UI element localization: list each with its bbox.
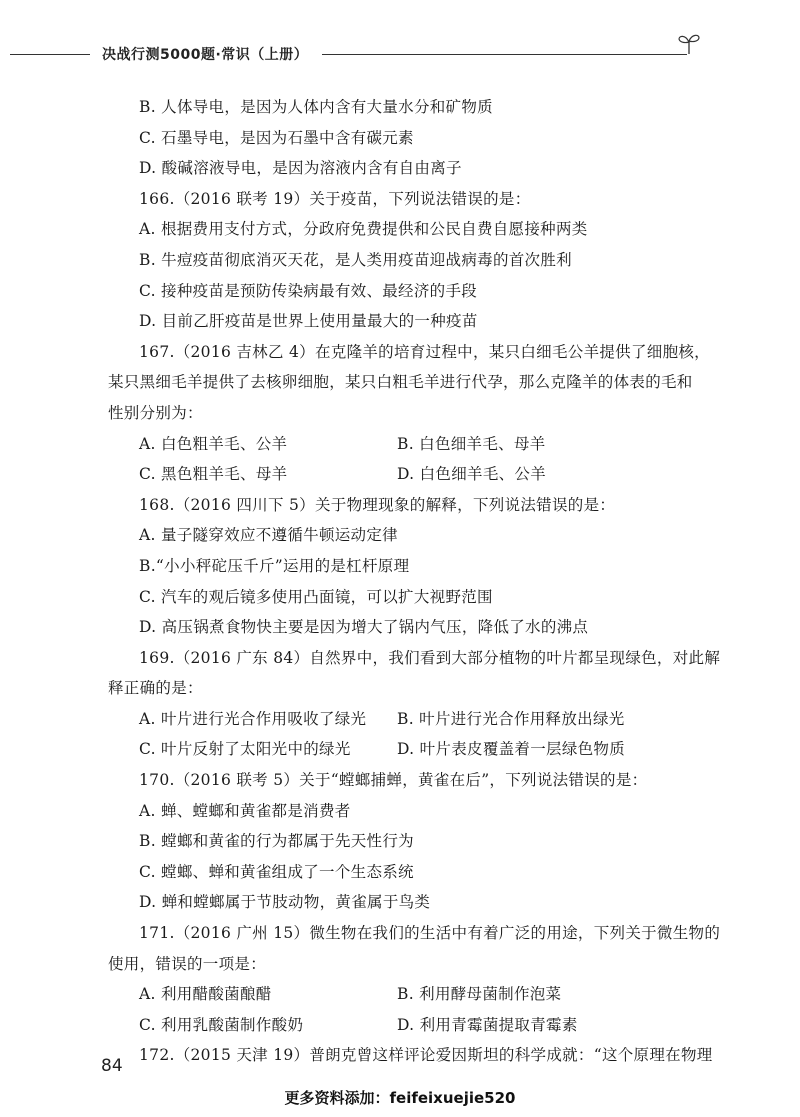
option-pair-row bbox=[108, 979, 698, 1010]
option-text: A. 蝉、螳螂和黄雀都是消费者 bbox=[139, 801, 351, 820]
option-text: D. 蝉和螳螂属于节肢动物，黄雀属于鸟类 bbox=[139, 893, 431, 912]
footer-contact: 更多资料添加：feifeixuejie520 bbox=[284, 1089, 516, 1107]
question-continuation: 性别分别为： bbox=[108, 403, 203, 422]
page-number: 84 bbox=[101, 1056, 123, 1076]
option-text: D. 叶片表皮覆盖着一层绿色物质 bbox=[397, 740, 626, 759]
option-text: A. 白色粗羊毛、公羊 bbox=[139, 434, 288, 453]
option-text: B. 人体导电，是因为人体内含有大量水分和矿物质 bbox=[139, 98, 493, 116]
option-text: D. 目前乙肝疫苗是世界上使用量最大的一种疫苗 bbox=[139, 312, 478, 331]
option-text: A. 量子隧穿效应不遵循牛顿运动定律 bbox=[139, 526, 398, 545]
option-text: B. 利用酵母菌制作泡菜 bbox=[397, 985, 562, 1004]
option-text: C. 黑色粗羊毛、母羊 bbox=[139, 465, 288, 484]
option-text: D. 酸碱溶液导电，是因为溶液内含有自由离子 bbox=[139, 159, 462, 178]
option-text: C. 螳螂、蝉和黄雀组成了一个生态系统 bbox=[139, 862, 414, 881]
header-rule-left bbox=[10, 54, 90, 55]
running-header bbox=[10, 42, 700, 66]
option-text: C. 利用乳酸菌制作酸奶 bbox=[139, 1015, 304, 1034]
option-text: B.“小小秤砣压千斤”运用的是杠杆原理 bbox=[139, 556, 410, 575]
option-text: B. 叶片进行光合作用释放出绿光 bbox=[397, 709, 625, 728]
sprout-icon bbox=[676, 30, 702, 56]
question-stem: 167.（2016 吉林乙 4）在克隆羊的培育过程中，某只白细毛公羊提供了细胞核， bbox=[139, 342, 710, 361]
question-continuation: 某只黑细毛羊提供了去核卵细胞，某只白粗毛羊进行代孕，那么克隆羊的体表的毛和 bbox=[108, 373, 693, 392]
option-text: A. 利用醋酸菌酿醋 bbox=[139, 985, 272, 1004]
option-text: D. 利用青霉菌提取青霉素 bbox=[397, 1015, 578, 1034]
header-title: 决战行测5000题·常识（上册） bbox=[102, 47, 309, 63]
question-body bbox=[108, 92, 721, 1071]
question-stem: 170.（2016 联考 5）关于“螳螂捕蝉，黄雀在后”，下列说法错误的是： bbox=[139, 771, 648, 790]
question-stem: 166.（2016 联考 19）关于疫苗，下列说法错误的是： bbox=[139, 189, 531, 208]
option-text: C. 石墨导电，是因为石墨中含有碳元素 bbox=[139, 128, 414, 147]
option-pair-row bbox=[108, 459, 698, 490]
option-text: A. 叶片进行光合作用吸收了绿光 bbox=[139, 709, 367, 728]
question-stem: 171.（2016 广州 15）微生物在我们的生活中有着广泛的用途，下列关于微生物的 bbox=[139, 924, 721, 943]
question-continuation: 使用，错误的一项是： bbox=[108, 954, 267, 973]
option-text: B. 牛痘疫苗彻底消灭天花，是人类用疫苗迎战病毒的首次胜利 bbox=[139, 250, 572, 269]
option-text: C. 叶片反射了太阳光中的绿光 bbox=[139, 740, 351, 759]
question-stem: 168.（2016 四川下 5）关于物理现象的解释，下列说法错误的是： bbox=[139, 495, 616, 514]
option-pair-row bbox=[108, 734, 698, 765]
option-pair-row bbox=[108, 1010, 698, 1041]
option-pair-row bbox=[108, 704, 698, 735]
option-text: C. 汽车的观后镜多使用凸面镜，可以扩大视野范围 bbox=[139, 587, 493, 606]
header-rule-right bbox=[322, 54, 687, 55]
option-pair-row bbox=[108, 429, 698, 460]
question-continuation: 释正确的是： bbox=[108, 679, 203, 698]
option-text: D. 白色细羊毛、公羊 bbox=[397, 465, 547, 484]
option-text: B. 螳螂和黄雀的行为都属于先天性行为 bbox=[139, 832, 414, 851]
question-stem: 169.（2016 广东 84）自然界中，我们看到大部分植物的叶片都呈现绿色，对此解 bbox=[139, 648, 721, 667]
option-text: C. 接种疫苗是预防传染病最有效、最经济的手段 bbox=[139, 281, 478, 300]
question-stem: 172.（2015 天津 19）普朗克曾这样评论爱因斯坦的科学成就：“这个原理在物理 bbox=[139, 1046, 713, 1065]
option-text: D. 高压锅煮食物快主要是因为增大了锅内气压，降低了水的沸点 bbox=[139, 618, 589, 637]
option-text: A. 根据费用支付方式，分政府免费提供和公民自费自愿接种两类 bbox=[139, 220, 588, 239]
option-text: B. 白色细羊毛、母羊 bbox=[397, 434, 546, 453]
